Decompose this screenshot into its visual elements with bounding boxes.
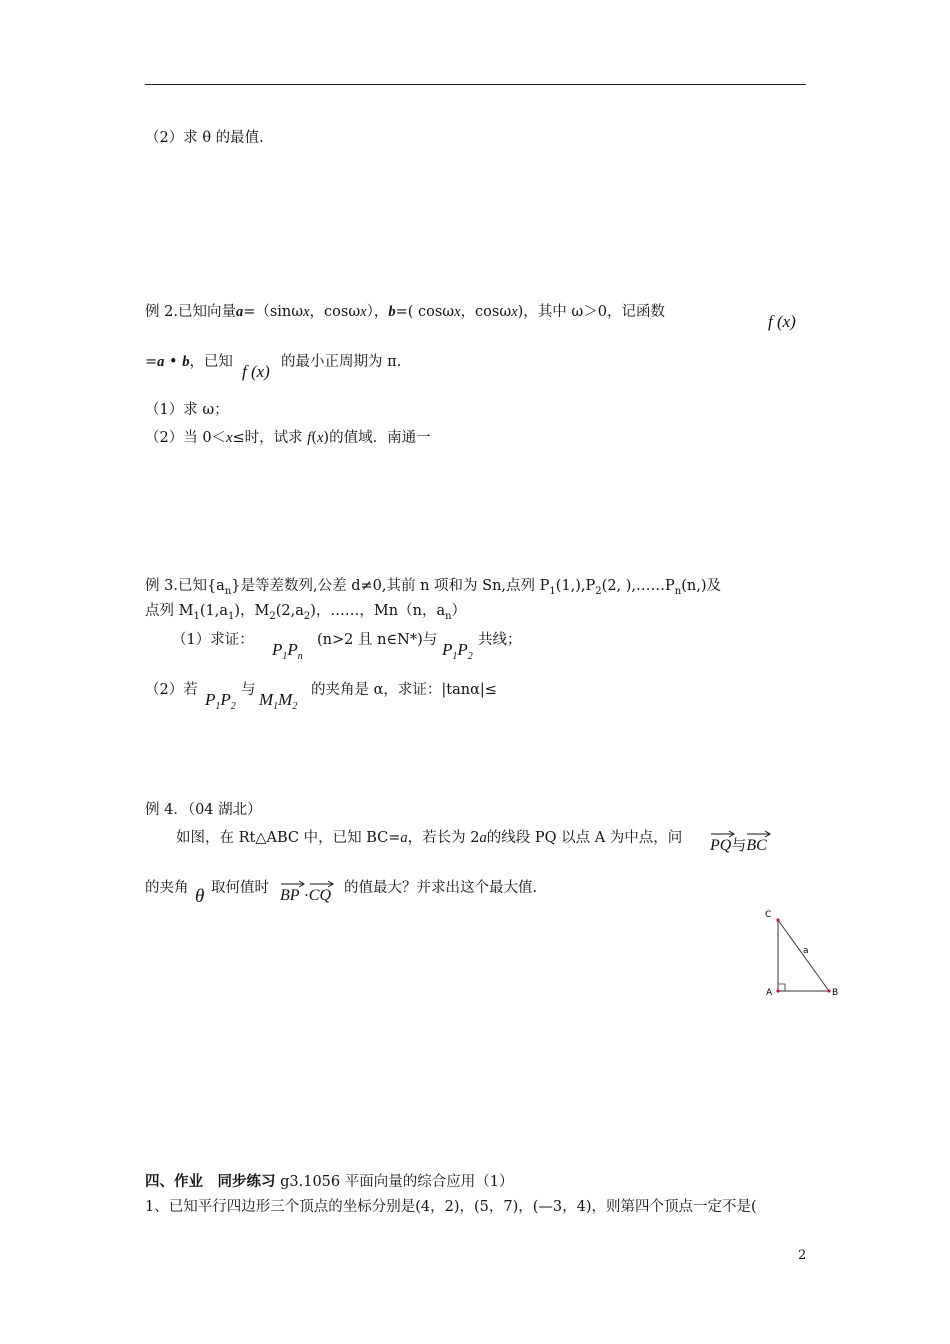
point-B — [827, 989, 830, 992]
point-A — [776, 989, 779, 992]
label-B: B — [832, 988, 839, 998]
example4-line2-c: 的值最大？并求出这个最大值. — [344, 880, 538, 896]
vector-product: BP · CQ — [280, 880, 331, 906]
vector-PQ: PQ — [710, 830, 731, 856]
homework-q1: 1、已知平行四边形三个顶点的坐标分别是(4，2)，(5，7)，(—3，4)，则第四个顶点一定不是( — [145, 1199, 757, 1215]
vector-BP: BP — [280, 880, 300, 906]
theta-symbol: θ — [195, 886, 205, 907]
fx-symbol-2: f (x) — [242, 362, 270, 381]
page-number: 2 — [798, 1248, 807, 1263]
example3-line2: 点列 $M_1(1,a_1)$，$M_2(2,a_2)$，……，Mn（n，$a_n$） — [145, 603, 467, 622]
vector-P1P2: $P_1P_2$ — [442, 640, 473, 662]
vector-PQ-with-BC: PQ与 BC — [710, 830, 767, 856]
example4-heading: 例 4．（04 湖北） — [145, 802, 262, 818]
example3-part1-c: 共线； — [478, 632, 522, 648]
vector-P1Pn: $P_1P_n$ — [272, 640, 303, 662]
fx-symbol: f (x) — [768, 312, 796, 331]
vector-CQ: CQ — [309, 880, 331, 906]
example3-line1: 例 3.已知$\{a_n\}$是等差数列,公差 d≠0,其前 n 项和为 Sn,点列 $P_1(1,),P_2(2$, )$,\dots\dots P_n(n,)$及 — [145, 578, 722, 597]
example4-line2-b: 取何值时 — [211, 880, 269, 896]
example2-part1: （1）求 ω； — [145, 402, 229, 418]
vector-M1M2: $M_1M_2$ — [259, 690, 298, 712]
header-rule — [145, 84, 806, 85]
example2-line1: 例 2.已知向量a=（sinωx，cosωx），b=( cosωx，cosωx)，其中 ω＞0，记函数 — [145, 304, 665, 320]
example3-part2-c: 的夹角是 α，求证：|tanα|≤ — [311, 682, 497, 698]
example2-line2-tail: 的最小正周期为 π. — [281, 354, 402, 370]
example2-line2: =a • b，已知 — [145, 354, 233, 370]
label-C: C — [765, 910, 772, 920]
example4-line1: 如图，在 Rt△ABC 中，已知 BC=a，若长为 2a的线段 PQ 以点 A 为中点，问 — [176, 830, 683, 846]
example2-part2: （2）当 0＜x≤时，试求 f(x)的值域．南通一 — [145, 430, 431, 446]
prev-question-part2: （2）求 θ 的最值. — [145, 130, 264, 146]
example3-part1-b: (n>2 且 n∈N*)与 — [317, 632, 438, 648]
label-side-a: a — [803, 946, 809, 956]
homework-heading: 四、作业 同步练习 g3.1056 平面向量的综合应用（1） — [145, 1174, 514, 1190]
label-A: A — [766, 988, 773, 998]
vector-BC: BC — [746, 830, 766, 856]
example3-part1-a: （1）求证： — [172, 632, 254, 648]
vector-P1P2-b: $P_1P_2$ — [205, 690, 236, 712]
example3-part2-a: （2）若 — [145, 682, 198, 698]
point-C — [776, 918, 779, 921]
example3-part2-b: 与 — [241, 682, 256, 698]
example4-line2-a: 的夹角 — [145, 880, 189, 896]
right-triangle-figure — [760, 905, 850, 1005]
